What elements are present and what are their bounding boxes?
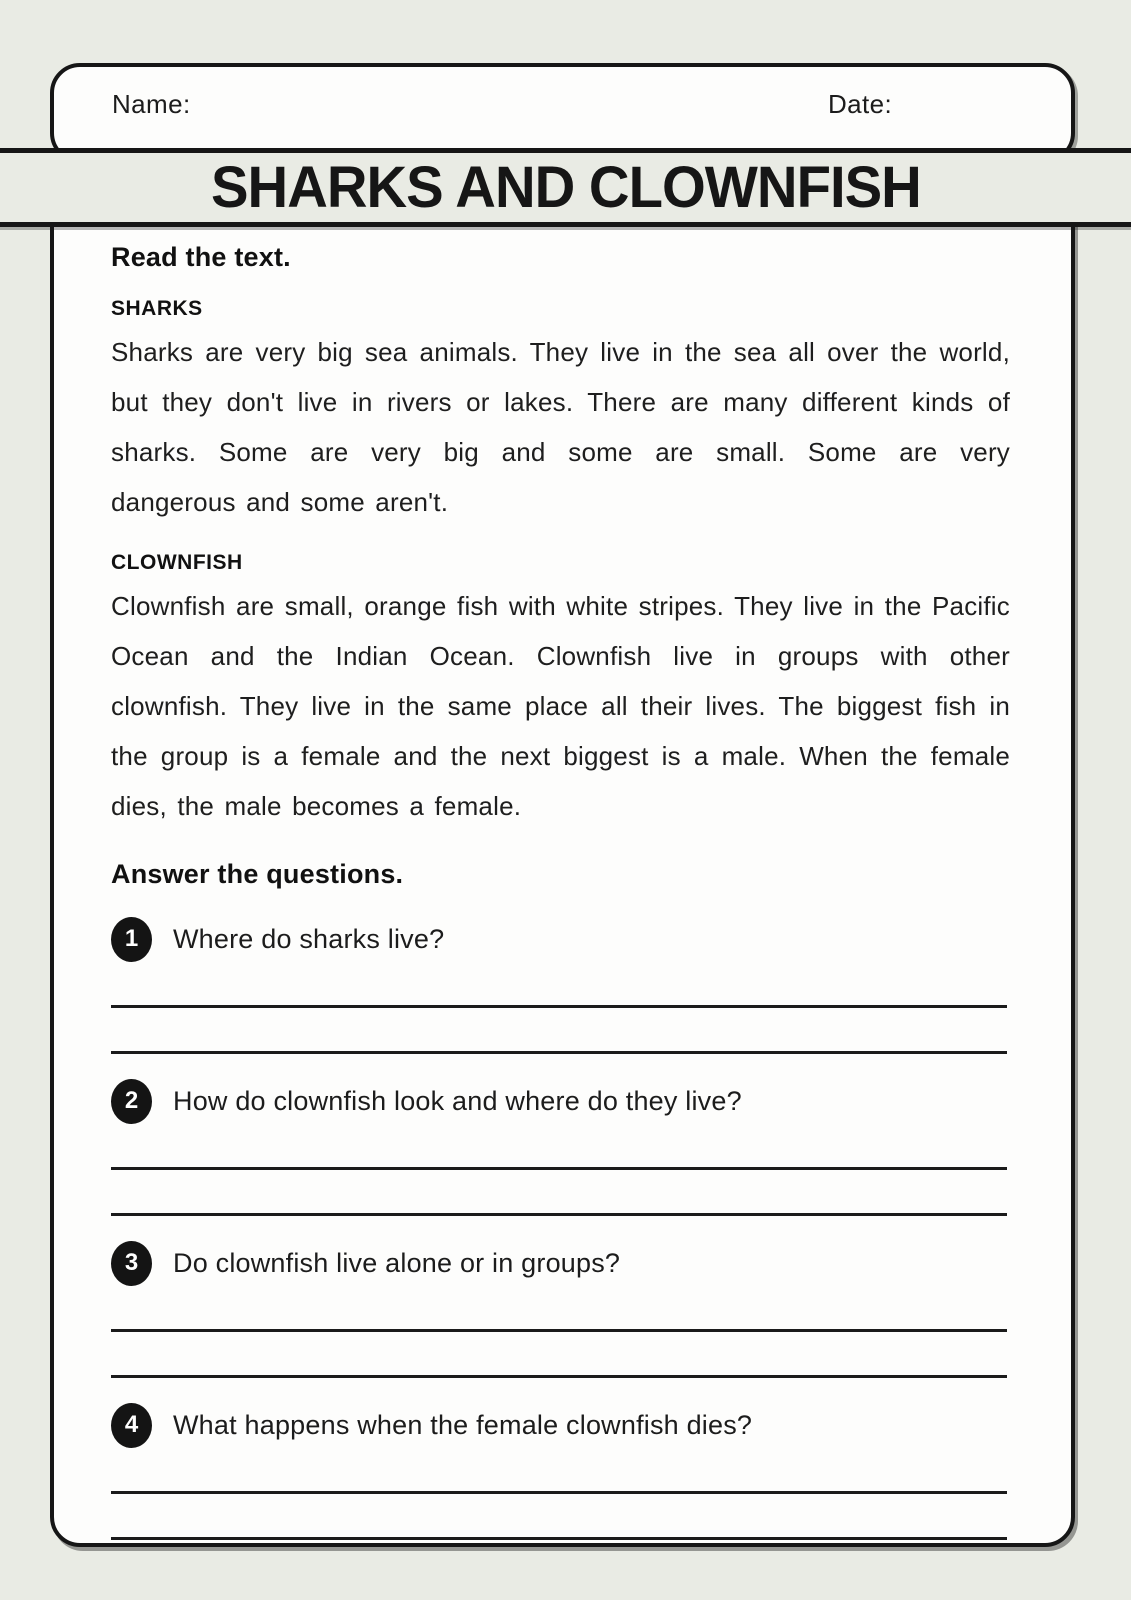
question-number-badge: 1 [111, 917, 152, 962]
question-row [111, 1078, 1010, 1124]
answer-instruction: Answer the questions. [111, 859, 404, 889]
question-text: What happens when the female clownfish dies? [173, 1409, 753, 1440]
question-block-1 [111, 916, 1010, 1054]
question-number-badge: 2 [111, 1079, 152, 1124]
question-block-4 [111, 1402, 1010, 1540]
content-area [54, 174, 1071, 1540]
read-instruction: Read the text. [111, 242, 291, 272]
answer-line[interactable] [111, 1537, 1007, 1540]
date-label: Date: [828, 89, 893, 119]
passage-heading-clownfish: CLOWNFISH [111, 551, 243, 574]
worksheet-title: SHARKS AND CLOWNFISH [210, 155, 921, 220]
answer-line[interactable] [111, 1005, 1007, 1008]
answer-line[interactable] [111, 1375, 1007, 1378]
passage-heading-sharks: SHARKS [111, 297, 203, 320]
question-row [111, 916, 1010, 962]
question-number-badge: 3 [111, 1241, 152, 1286]
answer-line[interactable] [111, 1167, 1007, 1170]
answer-line[interactable] [111, 1329, 1007, 1332]
question-row [111, 1402, 1010, 1448]
title-banner [0, 148, 1131, 227]
question-block-2 [111, 1078, 1010, 1216]
questions-section [111, 916, 1010, 1540]
question-row [111, 1240, 1010, 1286]
answer-line[interactable] [111, 1051, 1007, 1054]
passage-text-clownfish: Clownfish are small, orange fish with white stripes. They live in the Pacific Ocean and the Indian Ocean. Clownfish live in groups with other clownfish. They live in the same place all their lives. The biggest fish in the group is a female and the next biggest is a male. When the female dies, the male becomes a female. [111, 591, 1010, 821]
question-number-badge: 4 [111, 1403, 152, 1448]
answer-line[interactable] [111, 1213, 1007, 1216]
answer-line[interactable] [111, 1491, 1007, 1494]
question-text: Where do sharks live? [173, 923, 445, 954]
content-box [50, 170, 1075, 1547]
name-label: Name: [112, 89, 191, 119]
question-text: How do clownfish look and where do they live? [173, 1085, 742, 1116]
question-block-3 [111, 1240, 1010, 1378]
question-text: Do clownfish live alone or in groups? [173, 1247, 621, 1278]
passage-text-sharks: Sharks are very big sea animals. They live in the sea all over the world, but they don't live in rivers or lakes. There are many different kinds of sharks. Some are very big and some are small. Some are very dangerous and some aren't. [111, 337, 1010, 517]
